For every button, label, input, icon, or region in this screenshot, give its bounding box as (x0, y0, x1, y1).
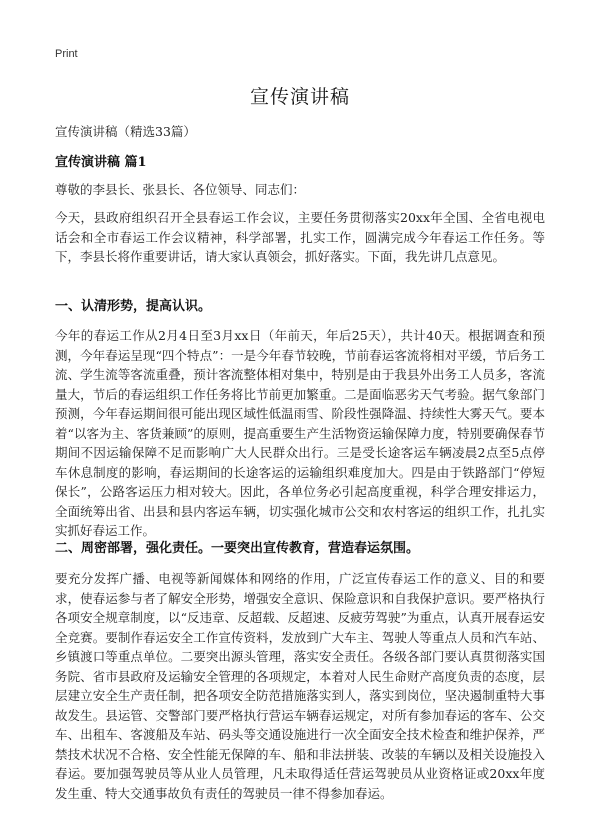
salutation: 尊敬的李县长、张县长、各位领导、同志们： (55, 182, 306, 197)
section-title: 宣传演讲稿 篇1 (55, 155, 147, 170)
paragraph-intro: 今天，县政府组织召开全县春运工作会议，主要任务贯彻落实20xx年全国、全省电视电话会和全市春运工作会议精神，科学部署，扎实工作，圆满完成今年春运工作任务。等下，李县长将作重要讲话，请大家认真领会，抓好落实。下面，我先讲几点意见。 (55, 210, 545, 264)
paragraph-deployment: 要充分发挥广播、电视等新闻媒体和网络的作用，广泛宣传春运工作的意义、目的和要求，使春运参与者了解安全形势，增强安全意识、保险意识和自我保护意识。要严格执行各项安全规章制度，以“反违章、反超载、反超速、反疲劳驾驶”为重点，认真开展春运安全竞赛。要制作春运安全工作宣传资料，发放到广大车主、驾驶人等重点人员和汽车站、乡镇渡口等重点单位。二要突出源头管理，落实安全责任。各级各部门要认真贯彻落实国务院、省市县政府及运输安全管理的各项规定，本着对人民生命财产高度负责的态度，层层建立安全生产责任制，把各项安全防范措施落实到人，落实到岗位，坚决遏制重特大事故发生。县运管、交警部门要严格执行营运车辆春运规定，对所有参加春运的客车、公交车、出租车、客渡船及车站、码头等交通设施进行一次全面安全技术检查和维护保养，严禁技术状况不合格、安全性能无保障的车、船和非法拼装、改装的车辆以及相关设施投入春运。要加强驾驶员等从业人员管理，凡未取得适任营运驾驶员从业资格证或20xx年度发生重、特大交通事故负有责任的驾驶员一律不得参加春运。 (55, 571, 545, 801)
print-label: Print (55, 48, 78, 60)
document-title: 宣传演讲稿 (249, 86, 350, 108)
heading-situation: 一、认清形势，提高认识。 (55, 299, 212, 314)
paragraph-situation: 今年的春运工作从2月4日至3月xx日（年前天，年后25天），共计40天。根据调查和预测，今年春运呈现“四个特点”：一是今年春节较晚，节前春运客流将相对平缓，节后务工流、学生流等客流重叠，预计客流整体相对集中，特别是由于我县外出务工人员多，客流量大，节后的春运组织工作任务将比节前更加繁重。二是面临恶劣天气考验。据气象部门预测，今年春运期间很可能出现区域性低温雨雪、阶段性强降温、持续性大雾天气。要本着“以客为主、客货兼顾”的原则，提高重要生产生活物资运输保障力度，特别要确保春节期间不因运输保障不足而影响广大人民群众出行。三是受长途客运车辆凌晨2点至5点停车休息制度的影响，春运期间的长途客运的运输组织难度加大。四是由于铁路部门“停短保长”，公路客运压力相对较大。因此，各单位务必引起高度重视，科学合理安排运力，全面统筹出省、出县和县内客运车辆，切实强化城市公交和农村客运的组织工作，扎扎实实抓好春运工作。 (55, 328, 545, 538)
document-subtitle: 宣传演讲稿（精选33篇） (55, 124, 196, 139)
heading-deployment: 二、周密部署，强化责任。一要突出宣传教育，营造春运氛围。 (55, 541, 420, 556)
